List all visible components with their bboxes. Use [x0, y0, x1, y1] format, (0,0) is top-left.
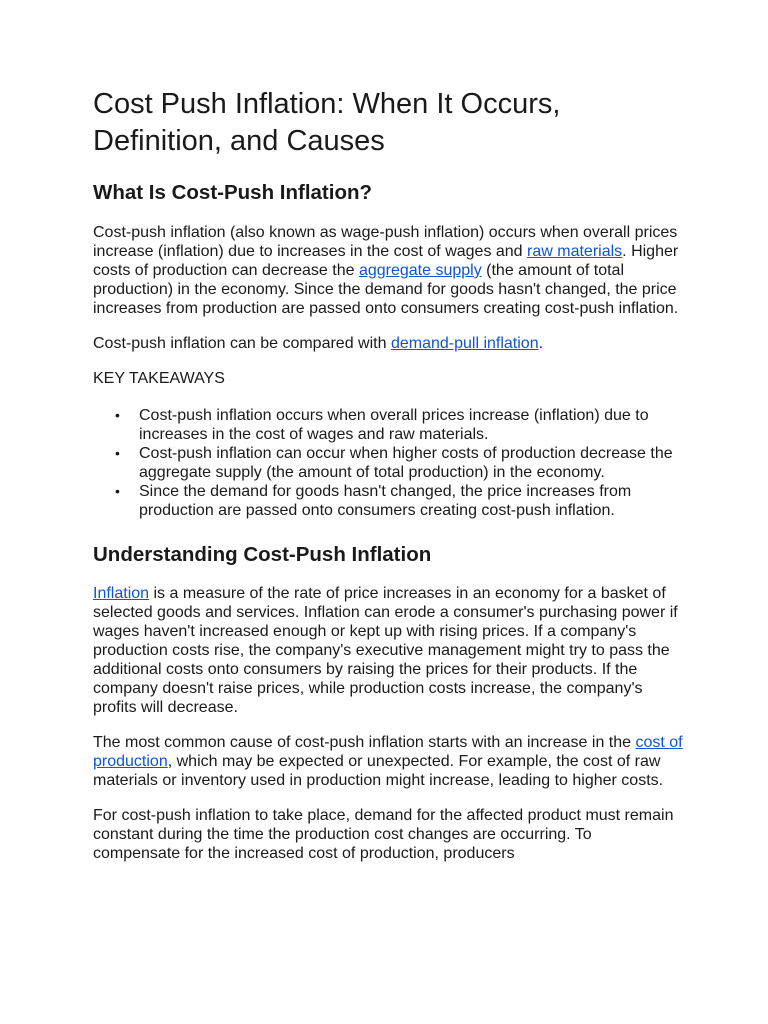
cause-text-1: The most common cause of cost-push inflation starts with an increase in the: [93, 734, 636, 751]
inflation-paragraph: [93, 584, 683, 717]
raw-materials-link[interactable]: raw materials: [527, 243, 623, 260]
list-item-text: Cost-push inflation can occur when higher costs of production decrease the aggregate supply (the amount of total production) in the economy.: [139, 445, 673, 481]
demand-paragraph: [93, 806, 683, 863]
comparison-paragraph: [93, 334, 683, 353]
list-item: [93, 482, 683, 520]
section-heading-understanding: Understanding Cost-Push Inflation: [93, 543, 432, 566]
list-item: [93, 406, 683, 444]
intro-text-1: Cost-push inflation (also known as wage-push inflation) occurs when overall prices increase (inflation) due to increases in the cost of wages and: [93, 224, 678, 260]
intro-text-2: . Higher costs of production can decrease the: [93, 243, 679, 279]
demand-pull-inflation-link[interactable]: demand-pull inflation: [390, 335, 539, 352]
cause-paragraph: [93, 733, 683, 790]
comparison-text-2: .: [538, 335, 544, 352]
inflation-text-1: is a measure of the rate of price increases in an economy for a basket of selected goods and services. Inflation can erode a consumer's purchasing power if wages haven't increased enough or kept up with rising prices. If a company's production costs rise, the company's executive management might try to pass the additional costs onto consumers by raising the prices for their products. If the company doesn't raise prices, while production costs increase, the company's profits will decrease.: [93, 585, 678, 716]
bullet-icon: •: [115, 483, 120, 499]
demand-text-1: For cost-push inflation to take place, demand for the affected product must remain constant during the time the production cost changes are occurring. To compensate for the increased cost of production, producers: [93, 807, 674, 862]
comparison-text-1: Cost-push inflation can be compared with: [93, 335, 391, 352]
list-item: [93, 444, 683, 482]
intro-paragraph: [93, 223, 683, 318]
list-item-text: Cost-push inflation occurs when overall prices increase (inflation) due to increases in the cost of wages and raw materials.: [139, 407, 649, 443]
document-page: [93, 86, 683, 879]
page-title: Cost Push Inflation: When It Occurs, Definition, and Causes: [93, 88, 561, 157]
list-item-text: Since the demand for goods hasn't changed, the price increases from production are passed onto consumers creating cost-push inflation.: [139, 483, 632, 519]
key-takeaways-label: KEY TAKEAWAYS: [93, 370, 225, 387]
section-heading-what-is: What Is Cost-Push Inflation?: [93, 181, 373, 204]
bullet-icon: •: [115, 407, 120, 423]
aggregate-supply-link[interactable]: aggregate supply: [358, 262, 482, 279]
key-takeaways-list: [93, 406, 683, 520]
cost-of-production-link[interactable]: cost of production: [93, 734, 683, 770]
cause-text-2: , which may be expected or unexpected. For example, the cost of raw materials or inventory used in production might increase, leading to higher costs.: [93, 753, 664, 789]
inflation-link[interactable]: Inflation: [93, 585, 150, 602]
intro-text-3: (the amount of total production) in the economy. Since the demand for goods hasn't changed, the price increases from production are passed onto consumers creating cost-push inflation.: [93, 262, 679, 317]
bullet-icon: •: [115, 445, 120, 461]
